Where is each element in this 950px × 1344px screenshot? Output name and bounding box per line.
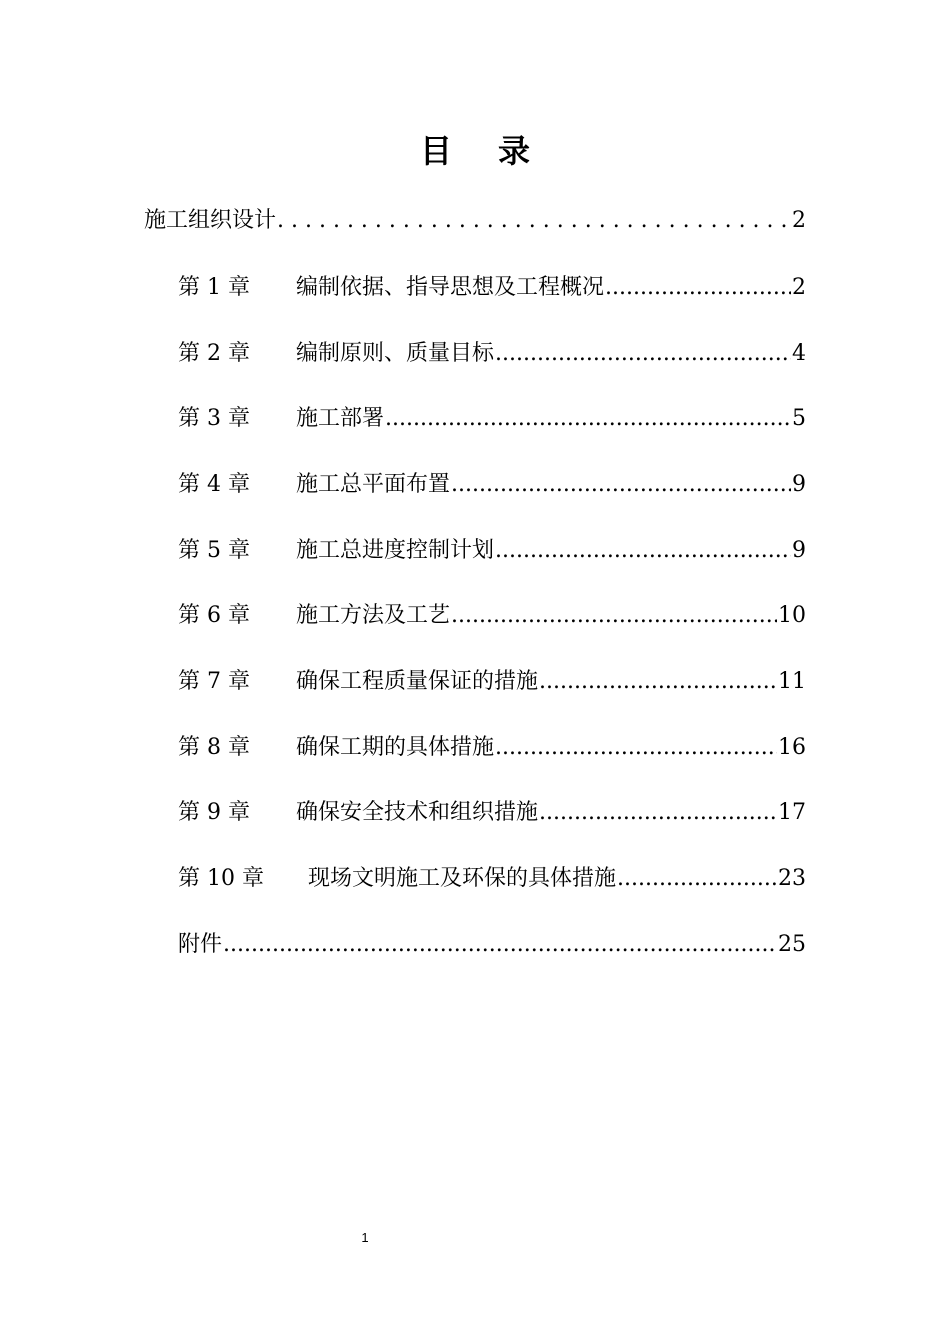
chapter-title: 编制依据、指导思想及工程概况 bbox=[296, 275, 605, 300]
chapter-number: 第 2 章 bbox=[178, 341, 250, 366]
toc-appendix[interactable] bbox=[178, 930, 806, 960]
chapter-number: 第 6 章 bbox=[178, 603, 250, 628]
toc-chapter-1[interactable] bbox=[178, 273, 806, 303]
toc-page-number: 11 bbox=[778, 669, 806, 694]
toc-chapter-8[interactable] bbox=[178, 733, 806, 763]
chapter-number: 第 5 章 bbox=[178, 538, 250, 563]
chapter-number: 第 10 章 bbox=[178, 866, 264, 891]
toc-chapter-9[interactable] bbox=[178, 798, 806, 828]
chapter-title: 现场文明施工及环保的具体措施 bbox=[308, 866, 617, 891]
toc-page-number: 4 bbox=[792, 341, 806, 366]
chapter-title: 施工部署 bbox=[296, 406, 385, 431]
toc-chapter-6[interactable] bbox=[178, 601, 806, 631]
dot-leader bbox=[605, 273, 791, 303]
toc-chapter-5[interactable] bbox=[178, 536, 806, 566]
chapter-number: 第 9 章 bbox=[178, 800, 250, 825]
dot-leader bbox=[495, 339, 791, 369]
toc-chapter-2[interactable] bbox=[178, 339, 806, 369]
toc-page-number: 2 bbox=[792, 208, 806, 233]
toc-page-number: 9 bbox=[792, 538, 806, 563]
chapter-title: 确保工期的具体措施 bbox=[296, 735, 495, 760]
chapter-title: 确保安全技术和组织措施 bbox=[296, 800, 539, 825]
page-title: 目录 bbox=[419, 132, 576, 170]
chapter-title: 确保工程质量保证的措施 bbox=[296, 669, 539, 694]
dot-leader bbox=[385, 404, 791, 434]
toc-entry-title: 施工组织设计 bbox=[144, 208, 277, 233]
toc-page-number: 10 bbox=[778, 603, 806, 628]
dot-leader bbox=[495, 733, 777, 763]
toc-page-number: 5 bbox=[792, 406, 806, 431]
chapter-title: 编制原则、质量目标 bbox=[296, 341, 495, 366]
page-footer-number: 1 bbox=[361, 1230, 369, 1245]
toc-page-number: 16 bbox=[778, 735, 806, 760]
appendix-title: 附件 bbox=[178, 932, 223, 957]
dot-leader bbox=[451, 470, 791, 500]
toc-chapter-7[interactable] bbox=[178, 667, 806, 697]
chapter-number: 第 3 章 bbox=[178, 406, 250, 431]
dot-leader bbox=[223, 930, 777, 960]
toc-page-number: 17 bbox=[778, 800, 806, 825]
toc-page-number: 9 bbox=[792, 472, 806, 497]
chapter-title: 施工方法及工艺 bbox=[296, 603, 451, 628]
toc-page-number: 2 bbox=[792, 275, 806, 300]
chapter-number: 第 7 章 bbox=[178, 669, 250, 694]
dot-leader bbox=[495, 536, 791, 566]
dot-leader bbox=[617, 864, 777, 894]
toc-page-number: 25 bbox=[778, 932, 806, 957]
dot-leader bbox=[539, 798, 777, 828]
toc-chapter-4[interactable] bbox=[178, 470, 806, 500]
toc-page-number: 23 bbox=[778, 866, 806, 891]
chapter-number: 第 4 章 bbox=[178, 472, 250, 497]
dot-leader bbox=[451, 601, 777, 631]
chapter-title: 施工总平面布置 bbox=[296, 472, 451, 497]
dot-leader bbox=[277, 206, 791, 236]
chapter-title: 施工总进度控制计划 bbox=[296, 538, 495, 563]
chapter-number: 第 8 章 bbox=[178, 735, 250, 760]
dot-leader bbox=[539, 667, 777, 697]
toc-chapter-3[interactable] bbox=[178, 404, 806, 434]
toc-chapter-10[interactable] bbox=[178, 864, 806, 894]
toc-entry-construction-design[interactable] bbox=[144, 206, 806, 236]
chapter-number: 第 1 章 bbox=[178, 275, 250, 300]
